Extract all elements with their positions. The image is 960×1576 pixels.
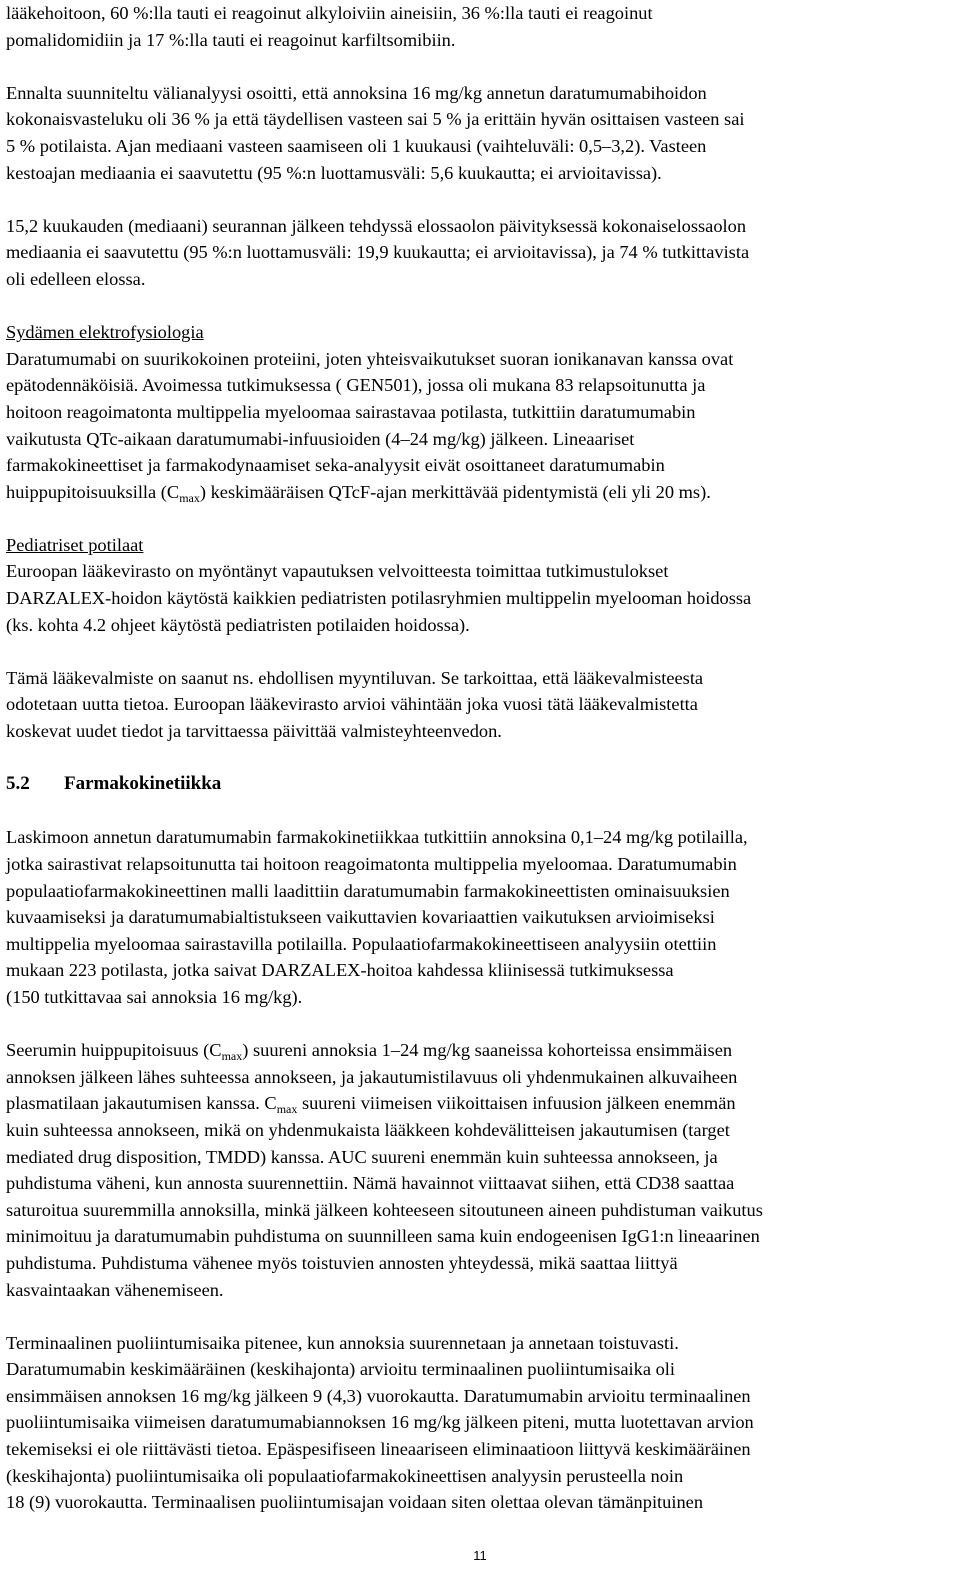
text-line: 5 % potilaista. Ajan mediaani vasteen saamiseen oli 1 kuukausi (vaihteluväli: 0,5–3,2). Vasteen <box>6 135 707 156</box>
text-line: populaatiofarmakokineettinen malli laadittiin daratumumabin farmakokineettisten ominaisuuksien <box>6 880 730 901</box>
text-line: kokonaisvasteluku oli 36 % ja että täydellisen vasteen sai 5 % ja erittäin hyvän osittaisen vasteen sai <box>6 109 745 130</box>
text-line: kuin suhteessa annokseen, mikä on yhdenmukaista lääkkeen kohdevälitteisen jakautumisen (target <box>6 1119 730 1140</box>
section-title: Farmakokinetiikka <box>64 773 222 795</box>
text-line: kestoajan mediaania ei saavutettu (95 %:n luottamusväli: 5,6 kuukautta; ei arvioitavissa). <box>6 162 662 183</box>
paragraph-serum-peak <box>6 1037 956 1303</box>
text-fragment: plasmatilaan jakautumisen kanssa. C <box>6 1093 277 1114</box>
text-line: tekemiseksi ei ole riittävästi tietoa. Epäspesifiseen lineaariseen eliminaatioon liittyvä keskimääräinen <box>6 1439 751 1460</box>
text-line: multippelia myeloomaa sairastavilla potilailla. Populaatiofarmakokineettiseen analyysiin otettiin <box>6 933 717 954</box>
page-number: 11 <box>473 1548 487 1563</box>
text-line: epätodennäköisiä. Avoimessa tutkimuksessa ( GEN501), jossa oli mukana 83 relapsoitunutta ja <box>6 375 706 396</box>
text-fragment: ) keskimääräisen QTcF-ajan merkittävää pidentymistä (eli yli 20 ms). <box>199 481 711 502</box>
text-line: Euroopan lääkevirasto on myöntänyt vapautuksen velvoitteesta toimittaa tutkimustulokset <box>6 561 669 582</box>
text-line: puhdistuma. Puhdistuma vähenee myös toistuvien annosten yhteydessä, mikä saattaa liittyä <box>6 1252 678 1273</box>
text-line: puhdistuma väheni, kun annosta suurennettiin. Nämä havainnot viittaavat siihen, että CD38 saattaa <box>6 1173 735 1194</box>
text-line: saturoitua suuremmilla annoksilla, minkä jälkeen kohteeseen sitoutuneen aineen puhdistuman vaikutus <box>6 1199 763 1220</box>
text-line: mediaania ei saavutettu (95 %:n luottamusväli: 19,9 kuukautta; ei arvioitavissa), ja 74 % tutkittavista <box>6 242 750 263</box>
section-heading <box>6 771 956 798</box>
text-line: annoksen jälkeen lähes suhteessa annokseen, ja jakautumistilavuus oli yhdenmukainen alkuvaiheen <box>6 1066 738 1087</box>
paragraph-electrophysiology <box>6 319 956 505</box>
text-line: lääkehoitoon, 60 %:lla tauti ei reagoinut alkyloiviin aineisiin, 36 %:lla tauti ei reagoinut <box>6 3 653 23</box>
text-line: Daratumumabi on suurikokoinen proteiini, joten yhteisvaikutukset suoran ionikanavan kanssa ovat <box>6 348 734 369</box>
subheading-pediatric: Pediatriset potilaat <box>6 534 144 555</box>
text-line: jotka sairastivat relapsoitunutta tai hoitoon reagoimatonta multippelia myeloomaa. Daratumumabin <box>6 854 737 874</box>
subscript: max <box>221 1049 243 1064</box>
text-line: koskevat uudet tiedot ja tarvittaessa päivittää valmisteyhteenvedon. <box>6 721 502 742</box>
text-line: mukaan 223 potilasta, jotka saivat DARZALEX-hoitoa kahdessa kliinisessä tutkimuksessa <box>6 960 674 981</box>
subheading-electrophysiology: Sydämen elektrofysiologia <box>6 322 204 343</box>
text-line <box>6 479 956 506</box>
text-line: Terminaalinen puoliintumisaika pitenee, kun annoksia suurennetaan ja annetaan toistuvasti. <box>6 1332 679 1353</box>
text-line: puoliintumisaika viimeisen daratumumabiannoksen 16 mg/kg jälkeen piteni, mutta luotettavan arvion <box>6 1412 754 1433</box>
text-line: hoitoon reagoimatonta multippelia myeloomaa sairastavaa potilasta, tutkittiin daratumumabin <box>6 401 696 422</box>
paragraph-half-life <box>6 1330 956 1516</box>
text-line: 18 (9) vuorokautta. Terminaalisen puoliintumisajan voidaan siten olettaa olevan tämänpituinen <box>6 1492 704 1513</box>
paragraph-intro <box>6 0 956 53</box>
text-line: oli edelleen elossa. <box>6 268 146 289</box>
text-line <box>6 1090 956 1117</box>
text-line: pomalidomidiin ja 17 %:lla tauti ei reagoinut karfiltsomibiin. <box>6 29 456 50</box>
text-line: Daratumumabin keskimääräinen (keskihajonta) arvioitu terminaalinen puoliintumisaika oli <box>6 1359 676 1380</box>
text-line: Tämä lääkevalmiste on saanut ns. ehdollisen myyntiluvan. Se tarkoittaa, että lääkevalmisteesta <box>6 667 704 688</box>
text-line: (ks. kohta 4.2 ohjeet käytöstä pediatristen potilaiden hoidossa). <box>6 614 470 635</box>
text-line: kuvaamiseksi ja daratumumabialtistukseen vaikuttavien kovariaattien vaikutuksen arvioimiseksi <box>6 907 715 928</box>
text-line: farmakokineettiset ja farmakodynaamiset seka-analyysit eivät osoittaneet daratumumabin <box>6 455 665 476</box>
text-line: kasvaintaakan vähenemiseen. <box>6 1279 224 1300</box>
text-line: minimoituu ja daratumumabin puhdistuma on suunnilleen sama kuin endogeenisen IgG1:n lineaarinen <box>6 1226 760 1247</box>
section-number: 5.2 <box>6 773 30 795</box>
text-line: (keskihajonta) puoliintumisaika oli populaatiofarmakokineettisen analyysin perusteella noin <box>6 1465 684 1486</box>
text-fragment: Seerumin huippupitoisuus (C <box>6 1040 222 1061</box>
text-line: Laskimoon annetun daratumumabin farmakokinetiikkaa tutkittiin annoksina 0,1–24 mg/kg potilailla, <box>6 827 748 848</box>
text-line: vaikutusta QTc-aikaan daratumumabi-infuusioiden (4–24 mg/kg) jälkeen. Lineaariset <box>6 428 635 449</box>
paragraph-interim-analysis <box>6 80 956 186</box>
paragraph-pharmacokinetics <box>6 824 956 1010</box>
text-line: ensimmäisen annoksen 16 mg/kg jälkeen 9 (4,3) vuorokautta. Daratumumabin arvioitu terminaalinen <box>6 1385 751 1406</box>
text-fragment: suureni viimeisen viikoittaisen infuusion jälkeen enemmän <box>297 1093 736 1114</box>
text-line <box>6 1037 956 1064</box>
subscript: max <box>179 490 200 505</box>
text-line: 15,2 kuukauden (mediaani) seurannan jälkeen tehdyssä elossaolon päivityksessä kokonaiselossaolon <box>6 215 747 236</box>
paragraph-survival-update <box>6 213 956 293</box>
text-fragment: ) suureni annoksia 1–24 mg/kg saaneissa kohorteissa ensimmäisen <box>242 1040 733 1061</box>
text-line: Ennalta suunniteltu välianalyysi osoitti, että annoksina 16 mg/kg annetun daratumumabihoidon <box>6 82 707 103</box>
text-fragment: huippupitoisuuksilla (C <box>6 481 180 502</box>
paragraph-conditional-approval <box>6 665 956 745</box>
subscript: max <box>276 1102 298 1117</box>
text-line: (150 tutkittavaa sai annoksia 16 mg/kg). <box>6 986 303 1007</box>
text-line: mediated drug disposition, TMDD) kanssa. AUC suureni enemmän kuin suhteessa annokseen, ja <box>6 1146 718 1167</box>
document-page <box>6 0 956 1516</box>
text-line: odotetaan uutta tietoa. Euroopan lääkevirasto arvioi vähintään joka vuosi tätä lääkevalmistetta <box>6 694 698 715</box>
text-line: DARZALEX-hoidon käytöstä kaikkien pediatristen potilasryhmien multippelin myelooman hoidossa <box>6 588 752 609</box>
paragraph-pediatric <box>6 532 956 638</box>
